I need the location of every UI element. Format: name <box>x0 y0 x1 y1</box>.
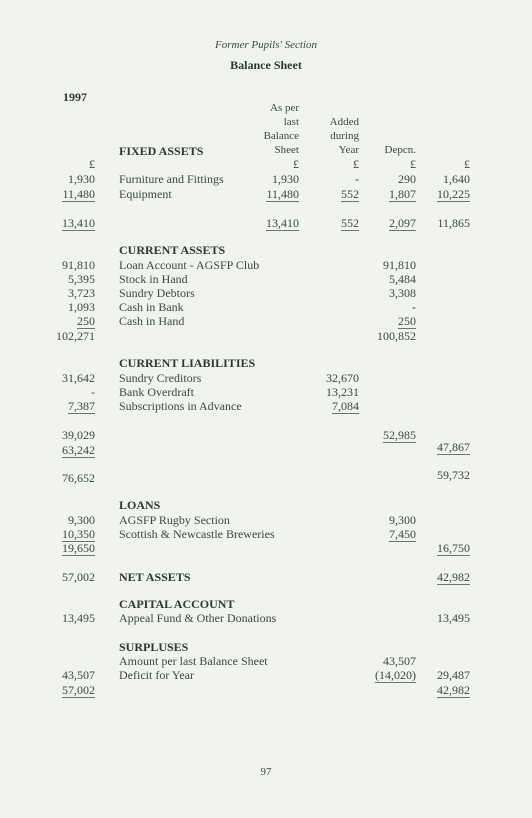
ca-row2-depcn: 5,484 <box>389 272 416 286</box>
fa-row2-prior: 11,480 <box>62 187 95 201</box>
cl-row1-prior: 31,642 <box>62 371 95 385</box>
fa-row2-total: 10,225 <box>437 187 470 201</box>
section-title: Former Pupils' Section <box>215 39 317 51</box>
ca-row5-prior: 250 <box>77 314 95 328</box>
ca-row3-label: Sundry Debtors <box>119 286 195 300</box>
current-liabilities-heading: CURRENT LIABILITIES <box>119 356 256 370</box>
fa-total-added: 552 <box>341 216 359 230</box>
ca-row3-prior: 3,723 <box>68 286 95 300</box>
fa-total-prior: 13,410 <box>62 216 95 230</box>
net-assets-label: NET ASSETS <box>119 570 191 584</box>
page-number: 97 <box>260 766 272 778</box>
surplus-total-prior: 57,002 <box>62 683 95 697</box>
col-depcn: Depcn. <box>384 144 416 156</box>
ca-total-depcn: 100,852 <box>377 329 416 343</box>
fa-row2-label: Equipment <box>119 187 172 201</box>
fa-row2-depcn: 1,807 <box>389 187 416 201</box>
fa-total-per: 13,410 <box>266 216 299 230</box>
current-assets-heading: CURRENT ASSETS <box>119 243 226 257</box>
combined-total: 59,732 <box>437 468 470 482</box>
net-current-total: 47,867 <box>437 440 470 454</box>
col-as-per-4: Sheet <box>274 144 299 156</box>
capital-prior: 13,495 <box>62 611 95 625</box>
year-label: 1997 <box>63 90 87 104</box>
cl-row3-label: Subscriptions in Advance <box>119 399 242 413</box>
ca-row2-label: Stock in Hand <box>119 272 188 286</box>
loan-row2-prior: 10,350 <box>62 527 95 541</box>
fa-row1-added: - <box>355 172 359 186</box>
cl-row3-prior: 7,387 <box>68 399 95 413</box>
ca-row5-depcn: 250 <box>398 314 416 328</box>
fa-row2-per: 11,480 <box>266 187 299 201</box>
cl-row2-label: Bank Overdraft <box>119 385 194 399</box>
fa-row1-depcn: 290 <box>398 172 416 186</box>
fa-row1-total: 1,640 <box>443 172 470 186</box>
fa-row1-label: Furniture and Fittings <box>119 172 224 186</box>
cl-total-depcn: 52,985 <box>383 428 416 442</box>
col-added-1: Added <box>329 116 359 128</box>
col-added-3: Year <box>338 144 359 156</box>
ca-row1-label: Loan Account - AGSFP Club <box>119 258 260 272</box>
surpluses-heading: SURPLUSES <box>119 640 189 654</box>
col-as-per-2: last <box>283 116 299 128</box>
ca-row4-depcn: - <box>412 300 416 314</box>
fa-row2-added: 552 <box>341 187 359 201</box>
net-assets-total: 42,982 <box>437 570 470 584</box>
ca-row2-prior: 5,395 <box>68 272 95 286</box>
fixed-assets-heading: FIXED ASSETS <box>119 144 204 158</box>
cl-row1-added: 32,670 <box>326 371 359 385</box>
surplus-row2-depcn: (14,020) <box>375 668 416 682</box>
surplus-row2-label: Deficit for Year <box>119 668 194 682</box>
ca-row4-label: Cash in Bank <box>119 300 184 314</box>
loan-row1-depcn: 9,300 <box>389 513 416 527</box>
currency-prior: £ <box>89 157 95 171</box>
fa-total-total: 11,865 <box>437 216 470 230</box>
net-current-prior: 63,242 <box>62 443 95 457</box>
surplus-row1-depcn: 43,507 <box>383 654 416 668</box>
col-as-per-1: As per <box>269 102 299 114</box>
surplus-row2-prior: 43,507 <box>62 668 95 682</box>
currency-added: £ <box>353 157 359 171</box>
cl-row2-added: 13,231 <box>326 385 359 399</box>
net-assets-prior: 57,002 <box>62 570 95 584</box>
capital-label: Appeal Fund & Other Donations <box>119 611 277 625</box>
cl-row2-prior: - <box>91 385 95 399</box>
loan-row1-label: AGSFP Rugby Section <box>119 513 230 527</box>
col-as-per-3: Balance <box>263 130 299 142</box>
cl-total-prior: 39,029 <box>62 428 95 442</box>
ca-row4-prior: 1,093 <box>68 300 95 314</box>
cl-row1-label: Sundry Creditors <box>119 371 202 385</box>
loan-total-prior: 19,650 <box>62 541 95 555</box>
ca-row5-label: Cash in Hand <box>119 314 185 328</box>
cl-row3-added: 7,084 <box>332 399 359 413</box>
document-title: Balance Sheet <box>230 58 302 72</box>
currency-depcn: £ <box>410 157 416 171</box>
ca-total-prior: 102,271 <box>56 329 95 343</box>
fa-row1-prior: 1,930 <box>68 172 95 186</box>
loan-row2-depcn: 7,450 <box>389 527 416 541</box>
fa-row1-per: 1,930 <box>272 172 299 186</box>
currency-total: £ <box>464 157 470 171</box>
surplus-row2-total: 29,487 <box>437 668 470 682</box>
surplus-total-total: 42,982 <box>437 683 470 697</box>
loan-row1-prior: 9,300 <box>68 513 95 527</box>
col-added-2: during <box>330 130 359 142</box>
surplus-row1-label: Amount per last Balance Sheet <box>119 654 268 668</box>
ca-row1-depcn: 91,810 <box>383 258 416 272</box>
loan-total-total: 16,750 <box>437 541 470 555</box>
ca-row3-depcn: 3,308 <box>389 286 416 300</box>
ca-row1-prior: 91,810 <box>62 258 95 272</box>
capital-account-heading: CAPITAL ACCOUNT <box>119 597 235 611</box>
currency-per: £ <box>293 157 299 171</box>
combined-prior: 76,652 <box>62 471 95 485</box>
loan-row2-label: Scottish & Newcastle Breweries <box>119 527 275 541</box>
loans-heading: LOANS <box>119 498 161 512</box>
fa-total-depcn: 2,097 <box>389 216 416 230</box>
capital-total: 13,495 <box>437 611 470 625</box>
